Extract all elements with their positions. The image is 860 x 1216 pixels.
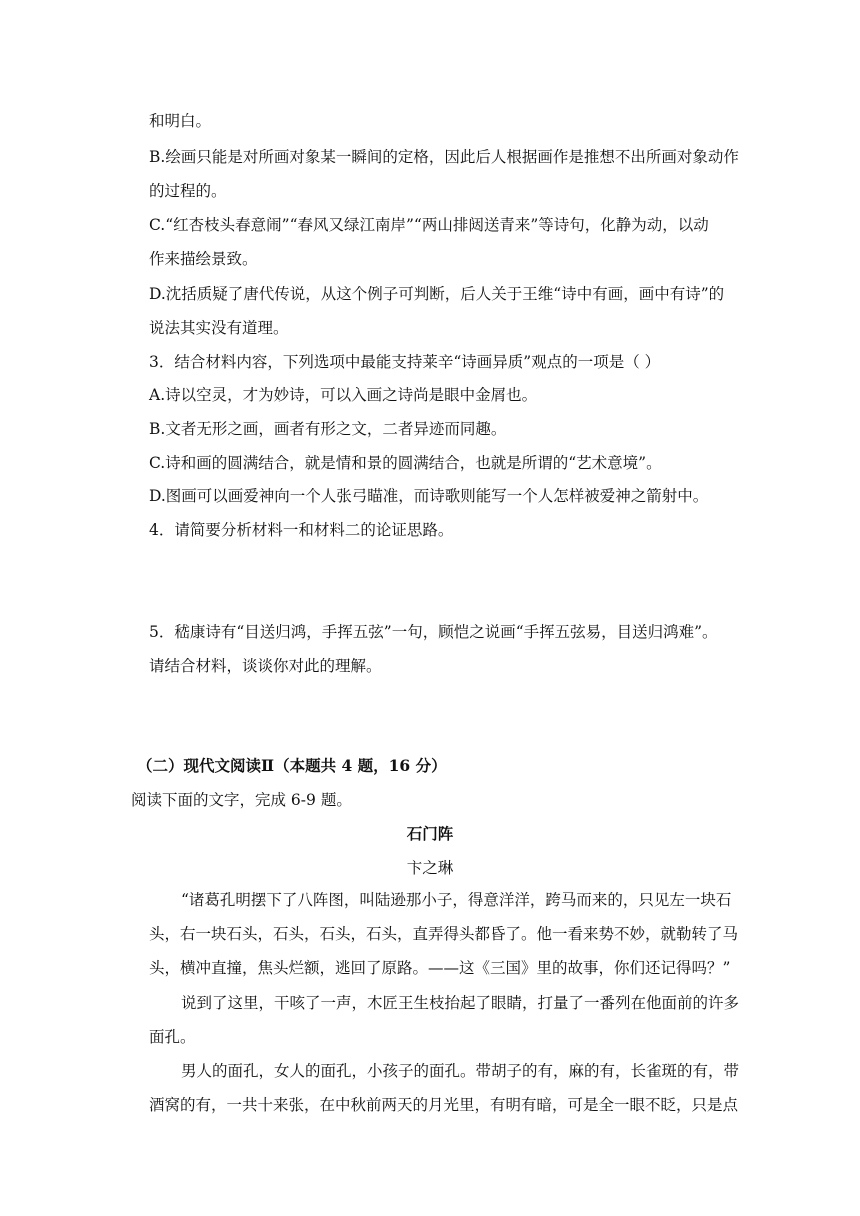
question3-option-a: A.诗以空灵，才为妙诗，可以入画之诗尚是眼中金屑也。 [149, 386, 538, 404]
question3-option-d: D.图画可以画爱神向一个人张弓瞄准，而诗歌则能写一个人怎样被爱神之箭射中。 [149, 487, 709, 505]
option-b-line1: B.绘画只能是对所画对象某一瞬间的定格，因此后人根据画作是推想不出所画对象动作 [149, 148, 739, 166]
question5-line1: 5．嵇康诗有“目送归鸿，手挥五弦”一句，顾恺之说画“手挥五弦易，目送归鸿难”。 [149, 623, 718, 641]
paragraph2-line2: 面孔。 [149, 1028, 196, 1046]
question4-stem: 4．请简要分析材料一和材料二的论证思路。 [149, 521, 454, 539]
option-c-line1: C.“红杏枝头春意闹”“春风又绿江南岸”“两山排闼送青来”等诗句，化静为动，以动 [149, 216, 709, 234]
option-d-line1: D.沈括质疑了唐代传说，从这个例子可判断，后人关于王维“诗中有画，画中有诗”的 [149, 285, 725, 303]
question3-option-b: B.文者无形之画，画者有形之文，二者异迹而同趣。 [149, 420, 507, 438]
option-c-line2: 作来描绘景致。 [149, 250, 258, 268]
article-title: 石门阵 [406, 824, 454, 843]
question3-option-c: C.诗和画的圆满结合，就是情和景的圆满结合，也就是所谓的“艺术意境”。 [149, 454, 662, 472]
question3-stem: 3．结合材料内容，下列选项中最能支持莱辛“诗画异质”观点的一项是（ ） [149, 353, 661, 371]
question5-line2: 请结合材料，谈谈你对此的理解。 [149, 657, 382, 675]
paragraph1-line3: 头，横冲直撞，焦头烂额，逃回了原路。——这《三国》里的故事，你们还记得吗？” [149, 959, 731, 977]
paragraph2-line1: 说到了这里，干咳了一声，木匠王生枝抬起了眼睛，打量了一番列在他面前的许多 [181, 994, 740, 1012]
section-heading: （二）现代文阅读Ⅱ（本题共 4 题，16 分） [137, 756, 447, 775]
paragraph1-line1: “诸葛孔明摆下了八阵图，叫陆逊那小子，得意洋洋，跨马而来的，只见左一块石 [181, 891, 732, 909]
section-instruction: 阅读下面的文字，完成 6-9 题。 [131, 791, 352, 809]
paragraph3-line1: 男人的面孔，女人的面孔，小孩子的面孔。带胡子的有，麻的有，长雀斑的有，带 [181, 1062, 740, 1080]
paragraph3-line2: 酒窝的有，一共十来张，在中秋前两天的月光里，有明有暗，可是全一眼不眨，只是点 [149, 1096, 739, 1114]
paragraph1-line2: 头，右一块石头，石头，石头，石头，直弄得头都昏了。他一看来势不妙，就勒转了马 [149, 925, 739, 943]
option-b-line2: 的过程的。 [149, 182, 227, 200]
article-author: 卞之琳 [406, 859, 454, 877]
option-tail-text: 和明白。 [149, 112, 212, 130]
option-d-line2: 说法其实没有道理。 [149, 319, 289, 337]
